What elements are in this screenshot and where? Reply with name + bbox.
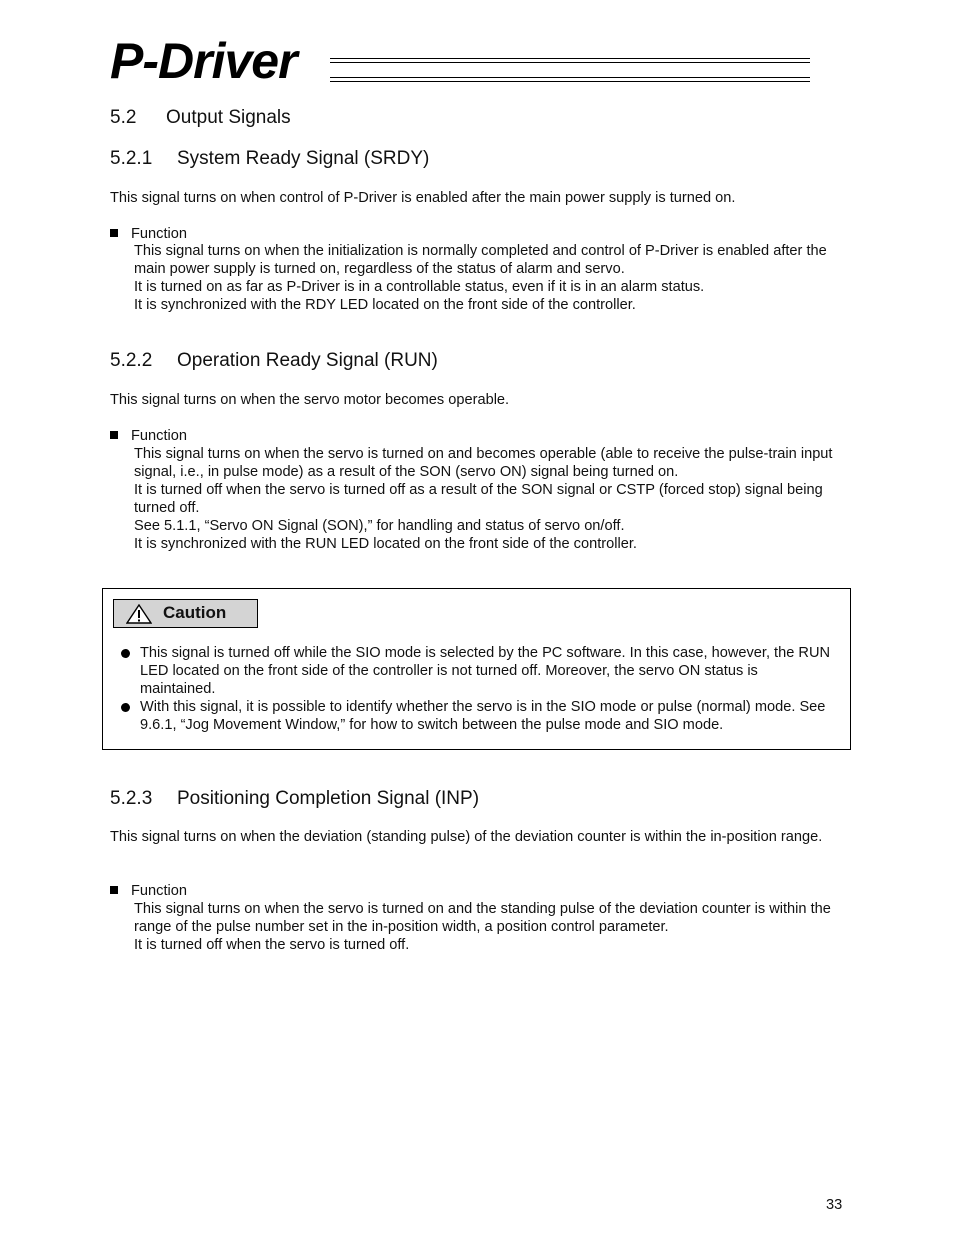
square-bullet-icon bbox=[110, 886, 118, 894]
header-rule bbox=[330, 58, 810, 84]
inp-function-heading bbox=[110, 882, 187, 900]
warning-triangle-icon bbox=[126, 604, 152, 624]
srdy-function-body bbox=[134, 242, 849, 314]
bullet-dot-icon bbox=[121, 703, 130, 712]
srdy-title: System Ready Signal (SRDY) bbox=[177, 148, 430, 169]
run-function-body bbox=[134, 445, 849, 553]
run-line: This signal turns on when the servo is turned on and becomes operable (able to receive the pulse-train input signal, i.e., in pulse mode) as a result of the SON (servo ON) signal being turned on. bbox=[134, 446, 833, 480]
srdy-number: 5.2.1 bbox=[110, 148, 153, 169]
run-number: 5.2.2 bbox=[110, 350, 153, 371]
inp-title: Positioning Completion Signal (INP) bbox=[177, 788, 480, 809]
srdy-line: This signal turns on when the initialization is normally completed and control of P-Driver is enabled after the main power supply is turned on, regardless of the status of alarm and servo. bbox=[134, 243, 827, 277]
run-title: Operation Ready Signal (RUN) bbox=[177, 350, 438, 371]
caution-bullet-text: With this signal, it is possible to identify whether the servo is in the SIO mode or pulse (normal) mode. See 9.6.1, “Jog Movement Window,” for how to switch between the pulse mode and SIO mode. bbox=[140, 699, 826, 733]
srdy-function-label: Function bbox=[131, 226, 187, 242]
inp-function-label: Function bbox=[131, 883, 187, 899]
srdy-intro: This signal turns on when control of P-Driver is enabled after the main power supply is turned on. bbox=[110, 190, 736, 206]
srdy-line: It is turned on as far as P-Driver is in a controllable status, even if it is in an alarm status. bbox=[134, 279, 705, 295]
inp-function-body bbox=[134, 900, 849, 954]
page-number: 33 bbox=[826, 1197, 843, 1213]
run-line: It is synchronized with the RUN LED located on the front side of the controller. bbox=[134, 536, 637, 552]
section-heading bbox=[110, 107, 291, 129]
p-driver-logo: P-Driver bbox=[110, 33, 297, 89]
inp-intro: This signal turns on when the deviation (standing pulse) of the deviation counter is within the in-position range. bbox=[110, 829, 823, 845]
run-heading bbox=[110, 350, 438, 372]
caution-bullets bbox=[121, 644, 836, 734]
run-function-heading bbox=[110, 427, 187, 445]
run-intro: This signal turns on when the servo motor becomes operable. bbox=[110, 392, 510, 408]
bullet-dot-icon bbox=[121, 649, 130, 658]
caution-label-text: Caution bbox=[163, 603, 227, 622]
inp-heading bbox=[110, 788, 479, 810]
inp-line: This signal turns on when the servo is turned on and the standing pulse of the deviation counter is within the range of the pulse number set in the in-position width, a position control parameter. bbox=[134, 901, 831, 935]
srdy-line: It is synchronized with the RDY LED located on the front side of the controller. bbox=[134, 297, 636, 313]
inp-line: It is turned off when the servo is turned off. bbox=[134, 937, 410, 953]
run-line: See 5.1.1, “Servo ON Signal (SON),” for handling and status of servo on/off. bbox=[134, 518, 625, 534]
caution-bullet bbox=[121, 644, 836, 698]
square-bullet-icon bbox=[110, 431, 118, 439]
section-number: 5.2 bbox=[110, 107, 137, 128]
srdy-function-heading bbox=[110, 225, 187, 243]
run-line: It is turned off when the servo is turned off as a result of the SON signal or CSTP (forced stop) signal being turned off. bbox=[134, 482, 823, 516]
inp-number: 5.2.3 bbox=[110, 788, 153, 809]
run-function-label: Function bbox=[131, 428, 187, 444]
section-title: Output Signals bbox=[166, 107, 291, 128]
square-bullet-icon bbox=[110, 229, 118, 237]
srdy-heading bbox=[110, 148, 429, 170]
caution-bullet-text: This signal is turned off while the SIO mode is selected by the PC software. In this case, however, the RUN LED located on the front side of the controller is not turned off. Moreover, the servo ON status is maintained. bbox=[140, 645, 831, 697]
caution-bullet bbox=[121, 698, 836, 734]
caution-label bbox=[113, 599, 258, 628]
